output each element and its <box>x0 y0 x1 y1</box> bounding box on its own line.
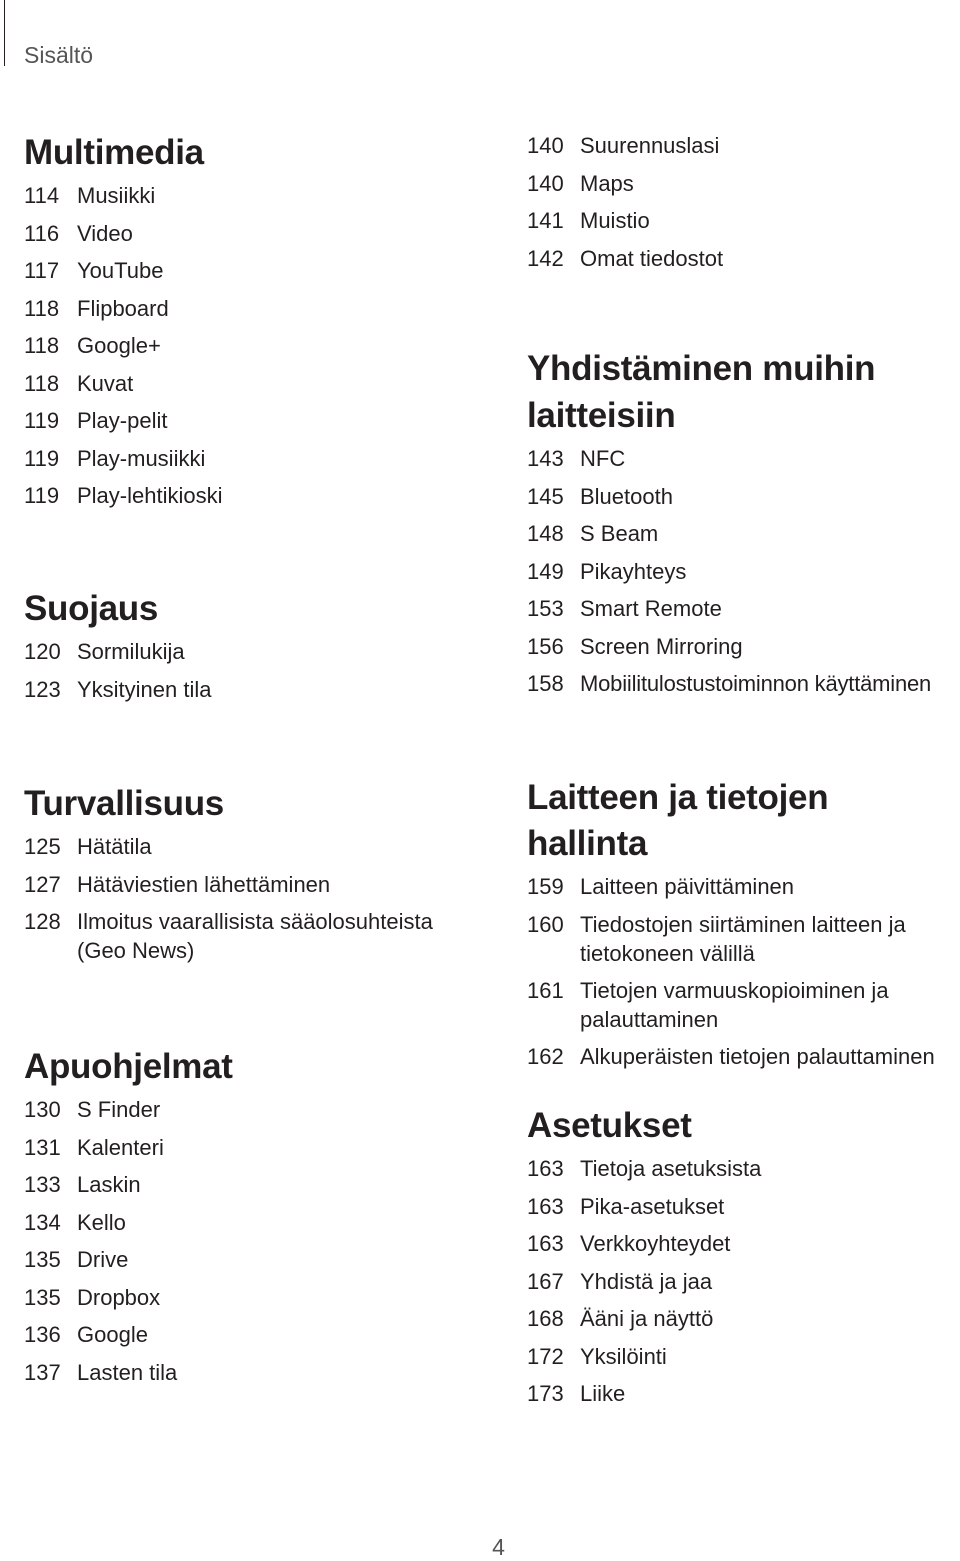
toc-entry[interactable] <box>527 1038 957 1076</box>
page-number: 117 <box>24 258 60 283</box>
entry-label: Kello <box>77 1209 126 1235</box>
entry-label: Omat tiedostot <box>580 245 724 271</box>
section-title: Turvallisuus <box>24 784 224 823</box>
page-number: 135 <box>24 1284 61 1310</box>
page-number: 161 <box>527 977 564 1003</box>
entry-label: Google <box>77 1322 148 1347</box>
page-number: 131 <box>24 1134 61 1160</box>
entry-label: Sormilukija <box>77 639 185 664</box>
toc-entry[interactable] <box>527 240 960 278</box>
toc-entry[interactable] <box>24 215 464 253</box>
entry-label: Liike <box>580 1381 626 1406</box>
entry-label: Alkuperäisten tietojen palauttaminen <box>580 1043 935 1069</box>
entry-label: Mobiilitulostustoiminnon käyttäminen <box>580 671 932 696</box>
toc-entry[interactable] <box>24 177 464 215</box>
toc-entry[interactable] <box>527 972 922 1038</box>
page-number: 148 <box>527 521 564 546</box>
page-number: 142 <box>527 245 564 271</box>
page-number: 136 <box>24 1322 61 1347</box>
page-number: 141 <box>527 208 564 233</box>
toc-entry[interactable] <box>527 590 960 628</box>
section-asetukset <box>527 1103 960 1413</box>
page-number: 167 <box>527 1268 564 1294</box>
entry-label: Ääni ja näyttö <box>580 1306 714 1331</box>
toc-entry[interactable] <box>24 1279 464 1317</box>
toc-entry[interactable] <box>527 868 957 906</box>
section-suojaus <box>24 586 464 708</box>
entry-label: Pikayhteys <box>580 558 687 584</box>
section-multimedia <box>24 130 464 515</box>
entry-label: Tietoja asetuksista <box>580 1156 762 1181</box>
entry-label: Suurennuslasi <box>580 133 720 158</box>
toc-entry[interactable] <box>527 202 960 240</box>
section-title: Apuohjelmat <box>24 1047 233 1086</box>
page-number: 118 <box>24 370 60 396</box>
page-number: 125 <box>24 834 61 859</box>
toc-entry[interactable] <box>24 1166 464 1204</box>
toc-entry[interactable] <box>527 127 960 165</box>
section-title: Laitteen ja tietojen hallinta <box>527 778 829 863</box>
entry-label: Play-musiikki <box>77 445 206 471</box>
page-number: 130 <box>24 1097 61 1122</box>
page-number: 162 <box>527 1043 564 1069</box>
page-number: 149 <box>527 558 564 584</box>
toc-entry[interactable] <box>527 1188 960 1226</box>
entry-label: Laskin <box>77 1172 141 1197</box>
header-rule <box>4 0 5 66</box>
section-title: laitteisiin <box>527 396 676 435</box>
toc-entry[interactable] <box>24 1091 464 1129</box>
page-number: 172 <box>527 1343 564 1369</box>
entry-label: Muistio <box>580 208 650 233</box>
entry-label: Verkkoyhteydet <box>580 1231 731 1256</box>
entry-label: S Finder <box>77 1097 161 1122</box>
section-laitteen-hallinta <box>527 775 957 1075</box>
toc-entry[interactable] <box>24 1129 464 1167</box>
toc-entry[interactable] <box>527 1225 960 1263</box>
toc-entry[interactable] <box>527 1300 960 1338</box>
toc-entry[interactable] <box>24 402 464 440</box>
page-number: 119 <box>24 445 60 471</box>
entry-label: Laitteen päivittäminen <box>580 874 795 899</box>
section-turvallisuus <box>24 781 464 969</box>
page-number: 119 <box>24 483 60 508</box>
toc-entry[interactable] <box>527 165 960 203</box>
page-number: 118 <box>24 295 60 321</box>
toc-entry[interactable] <box>24 477 464 515</box>
entry-label: Yhdistä ja jaa <box>580 1268 713 1294</box>
entry-label: YouTube <box>77 258 164 283</box>
page-number: 145 <box>527 483 564 509</box>
page-number: 153 <box>527 596 564 621</box>
toc-entry[interactable] <box>24 365 464 403</box>
page-number: 116 <box>24 220 60 246</box>
page-number: 160 <box>527 911 564 937</box>
page-number: 127 <box>24 871 61 897</box>
entry-label: Musiikki <box>77 183 156 208</box>
section-title: Suojaus <box>24 589 159 628</box>
toc-entry[interactable] <box>24 1316 464 1354</box>
page-number: 140 <box>527 170 564 196</box>
toc-entry[interactable] <box>527 906 922 972</box>
page-number: 119 <box>24 408 60 433</box>
entry-label: Kuvat <box>77 370 134 396</box>
page-number: 163 <box>527 1231 564 1256</box>
page-number: 128 <box>24 909 61 934</box>
entry-label: Drive <box>77 1247 129 1272</box>
entry-label: Maps <box>580 170 634 196</box>
toc-entry[interactable] <box>527 553 960 591</box>
page-number: 133 <box>24 1172 61 1197</box>
toc-entry[interactable] <box>24 671 464 709</box>
toc-entry[interactable] <box>527 515 960 553</box>
page-number: 135 <box>24 1247 61 1272</box>
toc-entry[interactable] <box>527 440 960 478</box>
toc-entry[interactable] <box>24 290 464 328</box>
section-title: Yhdistäminen muihin <box>527 349 876 388</box>
toc-entry[interactable] <box>24 866 464 904</box>
entry-label: Yksilöinti <box>580 1343 667 1369</box>
page-number: 140 <box>527 133 564 158</box>
section-title: Multimedia <box>24 133 204 172</box>
toc-entry[interactable] <box>527 628 960 666</box>
entry-label: Hätäviestien lähettäminen <box>77 871 331 897</box>
page-number: 134 <box>24 1209 61 1235</box>
toc-entry[interactable] <box>527 1338 960 1376</box>
page-number: 163 <box>527 1156 564 1181</box>
toc-entry[interactable] <box>24 252 464 290</box>
section-apuohjelmat <box>24 1044 464 1391</box>
entry-label: S Beam <box>580 521 659 546</box>
toc-entry[interactable] <box>24 828 464 866</box>
page-header: Sisältö <box>24 42 94 68</box>
toc-entry[interactable] <box>24 440 464 478</box>
toc-entry[interactable] <box>24 903 444 969</box>
entry-label: Pika-asetukset <box>580 1193 725 1219</box>
page-number: 168 <box>527 1306 564 1331</box>
page-number: 156 <box>527 633 564 659</box>
entry-label: Dropbox <box>77 1284 161 1310</box>
page-number: 114 <box>24 183 60 208</box>
toc-entry[interactable] <box>24 327 464 365</box>
page-number: 158 <box>527 671 564 696</box>
entry-label: Smart Remote <box>580 596 722 621</box>
entry-label: Play-pelit <box>77 408 168 433</box>
entry-label: Bluetooth <box>580 483 673 509</box>
entry-label: Hätätila <box>77 834 152 859</box>
entry-label: Tietojen varmuuskopioiminen ja palauttaminen <box>580 977 889 1032</box>
entry-label: Tiedostojen siirtäminen laitteen ja tietokoneen välillä <box>580 911 906 966</box>
toc-entry[interactable] <box>527 1150 960 1188</box>
entry-label: Play-lehtikioski <box>77 483 223 508</box>
entry-label: Ilmoitus vaarallisista sääolosuhteista (Geo News) <box>77 909 433 963</box>
section-yhdistaminen <box>527 346 960 703</box>
page-number: 120 <box>24 639 61 664</box>
toc-entry[interactable] <box>527 478 960 516</box>
entry-label: Yksityinen tila <box>77 676 212 702</box>
page-number: 163 <box>527 1193 564 1219</box>
page-number: 137 <box>24 1359 61 1385</box>
toc-entry[interactable] <box>24 1354 464 1392</box>
toc-entry[interactable] <box>24 1241 464 1279</box>
page-number-footer: 4 <box>492 1534 505 1560</box>
entry-label: Lasten tila <box>77 1359 178 1385</box>
page-number: 159 <box>527 874 564 899</box>
toc-entry[interactable] <box>24 1204 464 1242</box>
entry-label: Kalenteri <box>77 1134 164 1160</box>
entry-label: Screen Mirroring <box>580 633 743 659</box>
page-number: 173 <box>527 1381 564 1406</box>
toc-entry[interactable] <box>527 1375 960 1413</box>
toc-entry[interactable] <box>527 1263 960 1301</box>
entry-label: Google+ <box>77 333 161 358</box>
entry-label: Flipboard <box>77 295 169 321</box>
toc-entry[interactable] <box>527 665 960 703</box>
page-number: 118 <box>24 333 60 358</box>
entry-label: Video <box>77 220 133 246</box>
section-continued <box>527 127 960 277</box>
entry-label: NFC <box>580 446 626 471</box>
page-number: 143 <box>527 446 564 471</box>
page-number: 123 <box>24 676 61 702</box>
toc-entry[interactable] <box>24 633 464 671</box>
section-title: Asetukset <box>527 1106 692 1145</box>
